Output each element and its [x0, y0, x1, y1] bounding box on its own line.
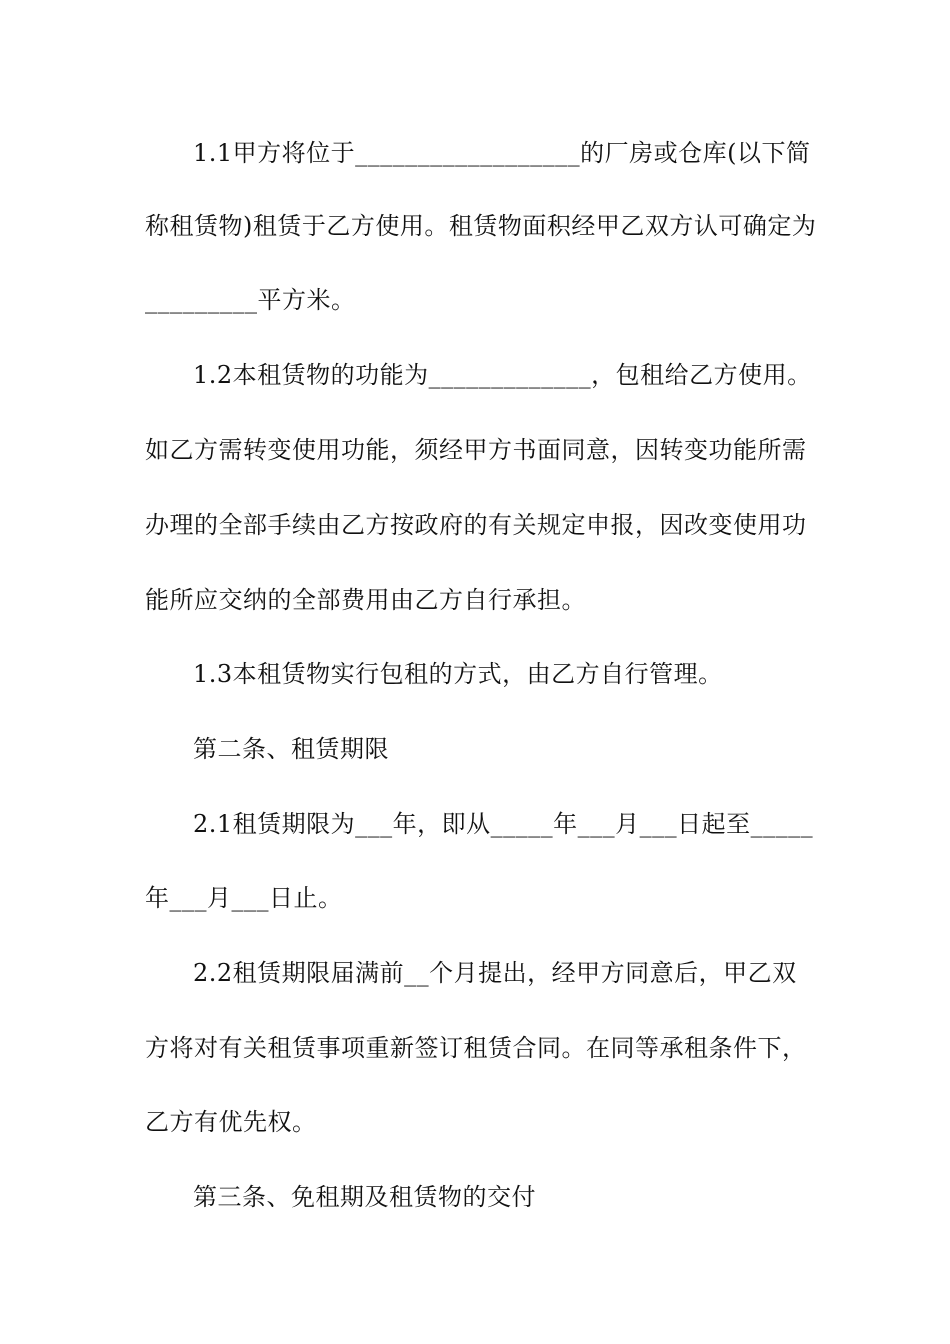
clause-1-2-line-2: 如乙方需转变使用功能，须经甲方书面同意，因转变功能所需 [145, 436, 807, 464]
article-2-heading: 第二条、租赁期限 [193, 735, 389, 763]
article-3-heading: 第三条、免租期及租赁物的交付 [193, 1183, 536, 1211]
clause-1-1-line-2: 称租赁物)租赁于乙方使用。租赁物面积经甲乙双方认可确定为 [145, 212, 817, 240]
clause-1-1-line-3: _________平方米。 [145, 286, 356, 314]
clause-1-3-line-1: 1.3本租赁物实行包租的方式，由乙方自行管理。 [193, 660, 723, 688]
clause-2-1-line-2: 年___月___日止。 [145, 884, 343, 912]
clause-1-1-line-1: 1.1甲方将位于__________________的厂房或仓库(以下简 [193, 139, 811, 167]
clause-2-2-line-2: 方将对有关租赁事项重新签订租赁合同。在同等承租条件下， [145, 1034, 807, 1062]
clause-2-2-line-3: 乙方有优先权。 [145, 1108, 317, 1136]
clause-1-2-line-3: 办理的全部手续由乙方按政府的有关规定申报，因改变使用功 [145, 511, 807, 539]
clause-2-2-line-1: 2.2租赁期限届满前__个月提出，经甲方同意后，甲乙双 [193, 959, 797, 987]
clause-1-2-line-1: 1.2本租赁物的功能为_____________，包租给乙方使用。 [193, 361, 812, 389]
clause-2-1-line-1: 2.1租赁期限为___年，即从_____年___月___日起至_____ [193, 810, 814, 838]
clause-1-2-line-4: 能所应交纳的全部费用由乙方自行承担。 [145, 586, 586, 614]
